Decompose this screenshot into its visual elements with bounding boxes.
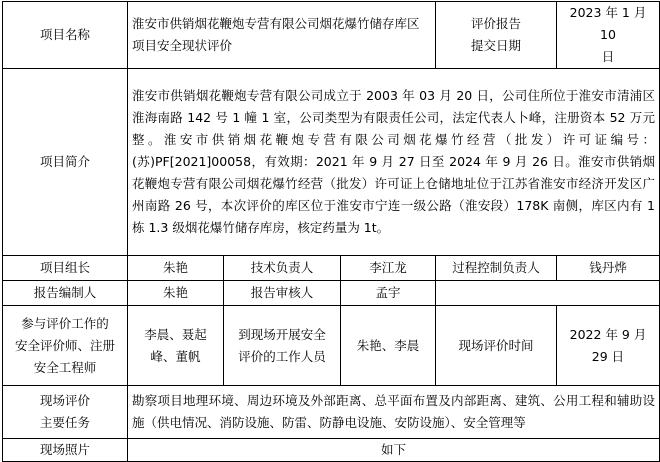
leader-value: 朱艳 — [128, 256, 224, 281]
row-tasks — [3, 386, 660, 439]
tasks-text: 勘察项目地理环境、周边环境及外部距离、总平面布置及内部距离、建筑、公用工程和辅助设施（供电情况、消防设施、防雷、防静电设施、安防设施）、安全管理等 — [128, 386, 660, 439]
tasks-label-line2: 主要任务 — [39, 415, 90, 430]
tasks-label — [3, 386, 128, 439]
project-name-label: 项目名称 — [3, 2, 128, 69]
project-info-table — [2, 1, 660, 462]
row-report-staff — [3, 281, 660, 306]
row-team — [3, 256, 660, 281]
writer-value: 朱艳 — [128, 281, 224, 306]
site-time-label: 现场评价时间 — [436, 306, 557, 386]
report-submit-date-line2: 日 — [601, 49, 615, 64]
reviewer-value: 孟宇 — [341, 281, 436, 306]
row-intro — [3, 69, 660, 256]
report-submit-label — [436, 2, 557, 69]
participants-label-line3: 安全工程师 — [33, 359, 97, 375]
participants-label-line2: 安全评价师、注册 — [14, 337, 115, 353]
process-lead-label: 过程控制负责人 — [436, 256, 557, 281]
intro-text: 淮安市供销烟花鞭炮专营有限公司成立于 2003 年 03 月 20 日，公司住所位于淮安市清浦区淮海南路 142 号 1 幢 1 室，公司类型为有限责任公司，法定代表人卜峰，注册资本 52 万元整。淮安市供销烟花鞭炮专营有限公司烟花爆竹经营（批发）许可证编号：(苏)PF[2021]00058，有效期：2021 年 9 月 27 日至 2024 年 9 月 26 日。淮安市供销烟花鞭炮专营有限公司烟花爆竹经营（批发）许可证上仓储地址位于江苏省淮安市经济开发区广州南路 26 号，本次评价的库区位于淮安市宁连一级公路（淮安段）178K 南侧，库区内有 1 栋 1.3 级烟花爆竹储存库房，核定药量为 1t。 — [128, 69, 660, 256]
site-time-value-line2: 29 日 — [591, 348, 625, 364]
field-staff-label-line1: 到现场开展安全 — [238, 326, 326, 342]
row-project-name — [3, 2, 660, 69]
writer-label: 报告编制人 — [3, 281, 128, 306]
participants-label — [3, 306, 128, 386]
field-staff-label — [224, 306, 341, 386]
row-photos — [3, 439, 660, 462]
tasks-label-line1: 现场评价 — [39, 393, 90, 408]
report-submit-label-line2: 提交日期 — [470, 38, 521, 53]
project-name-value: 淮安市供销烟花鞭炮专营有限公司烟花爆竹储存库区项目安全现状评价 — [128, 2, 436, 69]
tech-lead-value: 李江龙 — [341, 256, 436, 281]
photos-value: 如下 — [128, 439, 660, 462]
photos-label: 现场照片 — [3, 439, 128, 462]
tech-lead-label: 技术负责人 — [224, 256, 341, 281]
leader-label: 项目组长 — [3, 256, 128, 281]
intro-label: 项目简介 — [3, 69, 128, 256]
participants-value-line1: 李晨、聂起 — [144, 326, 207, 342]
row-site-eval — [3, 306, 660, 386]
reviewer-label: 报告审核人 — [224, 281, 341, 306]
process-lead-value: 钱丹烨 — [557, 256, 660, 281]
report-submit-label-line1: 评价报告 — [470, 16, 521, 31]
site-time-value-line1: 2022 年 9 月 — [569, 326, 647, 342]
participants-value — [128, 306, 224, 386]
participants-value-line2: 峰、董帆 — [150, 348, 201, 364]
field-staff-label-line2: 评价的工作人员 — [238, 348, 326, 364]
field-staff-value: 朱艳、李晨 — [341, 306, 436, 386]
report-submit-date — [557, 2, 660, 69]
participants-label-line1: 参与评价工作的 — [21, 315, 109, 331]
site-time-value — [557, 306, 660, 386]
report-submit-date-line1: 2023 年 1 月 10 — [569, 5, 647, 42]
empty-cell — [436, 281, 660, 306]
